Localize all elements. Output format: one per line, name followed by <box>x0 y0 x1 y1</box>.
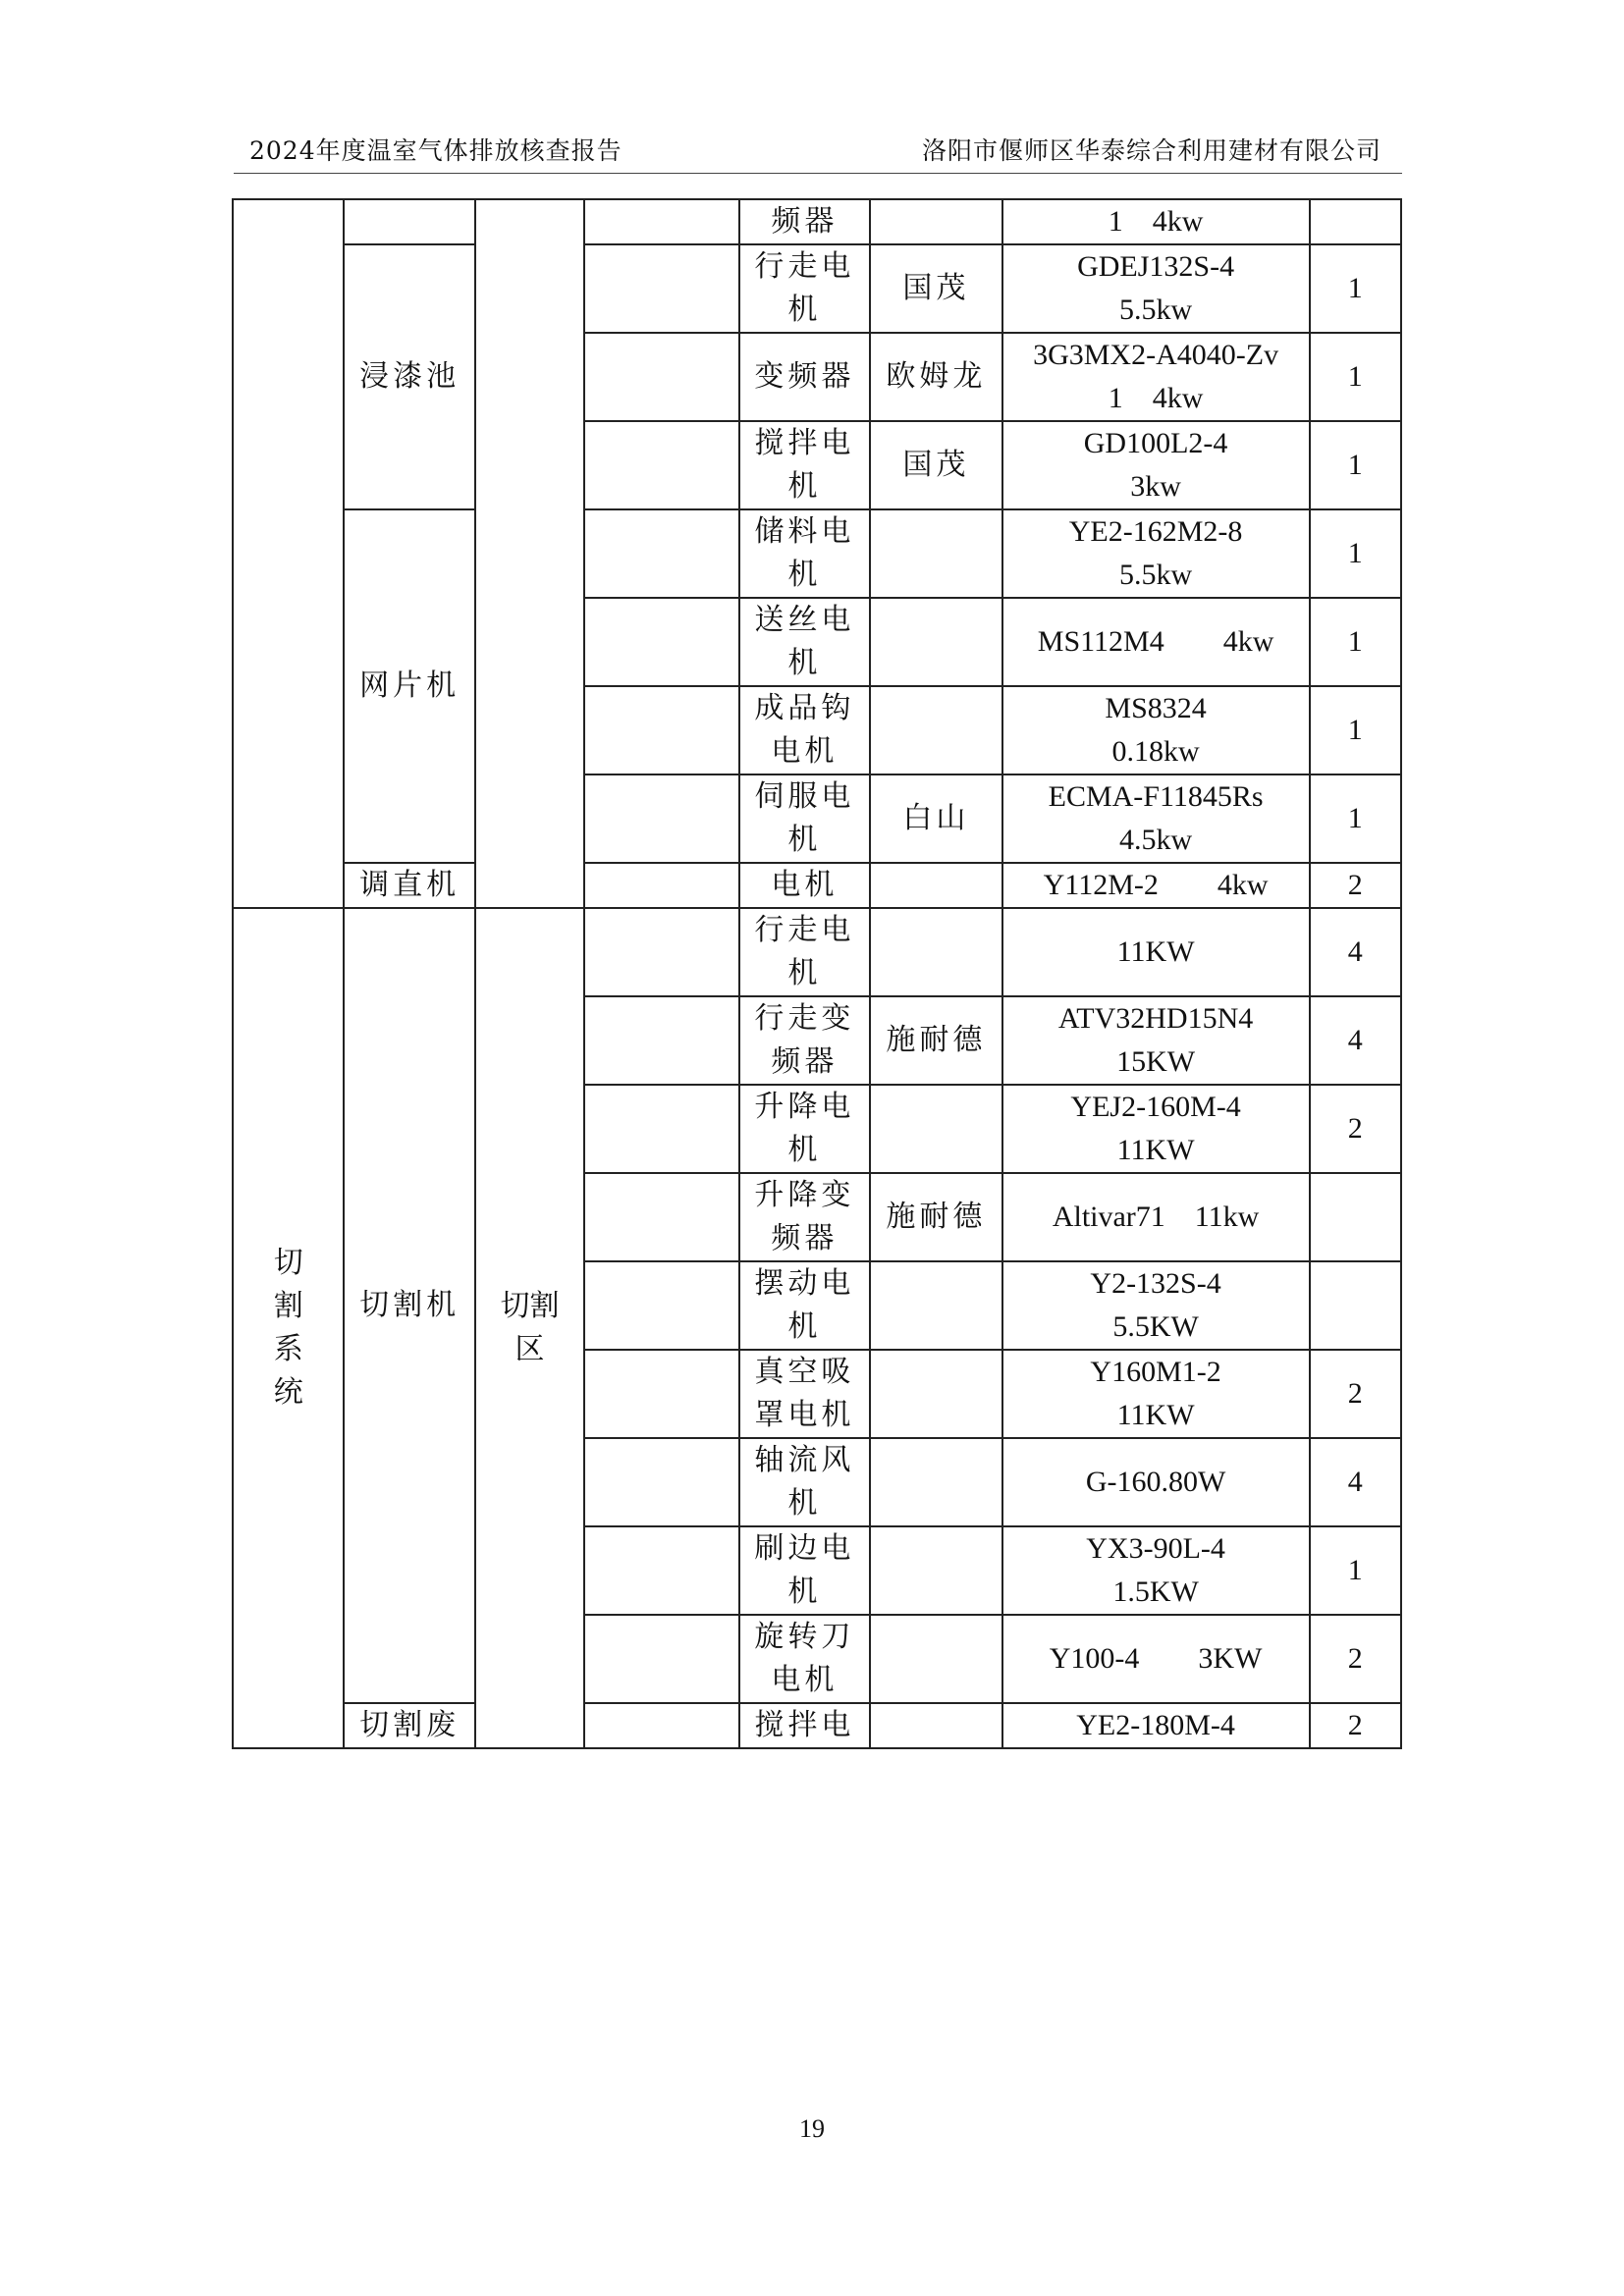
component-name: 升降电机 <box>739 1085 870 1173</box>
brand-cell: 施耐德 <box>870 1173 1001 1261</box>
spec-cell: ECMA-F11845Rs 4.5kw <box>1002 774 1310 863</box>
blank-cell <box>584 333 739 421</box>
blank-cell <box>584 1526 739 1615</box>
area-cell <box>475 199 584 908</box>
company-name-header: 洛阳市偃师区华泰综合利用建材有限公司 <box>921 136 1381 165</box>
component-name: 送丝电机 <box>739 598 870 686</box>
component-name: 变频器 <box>739 333 870 421</box>
quantity-cell: 1 <box>1310 333 1401 421</box>
blank-cell <box>584 1615 739 1703</box>
system-cell <box>233 908 344 1748</box>
spec-cell: G-160.80W <box>1002 1438 1310 1526</box>
brand-cell <box>870 1615 1001 1703</box>
brand-cell <box>870 199 1001 244</box>
brand-cell: 白山 <box>870 774 1001 863</box>
blank-cell <box>584 199 739 244</box>
table-row <box>233 509 1401 598</box>
spec-cell: MS112M4 4kw <box>1002 598 1310 686</box>
brand-cell <box>870 1703 1001 1748</box>
quantity-cell: 1 <box>1310 421 1401 509</box>
quantity-cell <box>1310 1173 1401 1261</box>
component-name: 摆动电机 <box>739 1261 870 1350</box>
brand-cell <box>870 686 1001 774</box>
blank-cell <box>584 1173 739 1261</box>
blank-cell <box>584 1261 739 1350</box>
component-name: 旋转刀电机 <box>739 1615 870 1703</box>
brand-cell: 国茂 <box>870 421 1001 509</box>
component-name: 升降变频器 <box>739 1173 870 1261</box>
quantity-cell: 1 <box>1310 598 1401 686</box>
quantity-cell: 1 <box>1310 1526 1401 1615</box>
area-label: 切割区 <box>500 1289 560 1366</box>
table-row <box>233 1703 1401 1748</box>
blank-cell <box>584 1438 739 1526</box>
quantity-cell <box>1310 199 1401 244</box>
equipment-table <box>232 198 1402 1749</box>
spec-cell: YE2-180M-4 <box>1002 1703 1310 1748</box>
brand-cell <box>870 1350 1001 1438</box>
brand-cell: 欧姆龙 <box>870 333 1001 421</box>
blank-cell <box>584 908 739 996</box>
spec-cell: ATV32HD15N4 15KW <box>1002 996 1310 1085</box>
device-cell: 网片机 <box>344 509 474 863</box>
spec-cell: 3G3MX2-A4040-Zv 1 4kw <box>1002 333 1310 421</box>
brand-cell <box>870 1526 1001 1615</box>
component-name: 电机 <box>739 863 870 908</box>
component-name: 行走电机 <box>739 244 870 333</box>
quantity-cell <box>1310 1261 1401 1350</box>
component-name: 搅拌电 <box>739 1703 870 1748</box>
component-name: 真空吸罩电机 <box>739 1350 870 1438</box>
quantity-cell: 1 <box>1310 244 1401 333</box>
area-cell <box>475 908 584 1748</box>
device-cell <box>344 199 474 244</box>
component-name: 伺服电机 <box>739 774 870 863</box>
brand-cell <box>870 509 1001 598</box>
page-number: 19 <box>799 2114 825 2143</box>
brand-cell: 国茂 <box>870 244 1001 333</box>
component-name: 轴流风机 <box>739 1438 870 1526</box>
brand-cell <box>870 1261 1001 1350</box>
device-cell: 切割废 <box>344 1703 474 1748</box>
blank-cell <box>584 996 739 1085</box>
quantity-cell: 1 <box>1310 686 1401 774</box>
table-row <box>233 244 1401 333</box>
device-cell: 切割机 <box>344 908 474 1703</box>
spec-cell: GD100L2-4 3kw <box>1002 421 1310 509</box>
blank-cell <box>584 863 739 908</box>
component-name: 刷边电机 <box>739 1526 870 1615</box>
quantity-cell: 1 <box>1310 509 1401 598</box>
quantity-cell: 2 <box>1310 1350 1401 1438</box>
blank-cell <box>584 1350 739 1438</box>
component-name: 频器 <box>739 199 870 244</box>
system-label: 切割系统 <box>273 1246 303 1410</box>
component-name: 行走变频器 <box>739 996 870 1085</box>
spec-cell: 11KW <box>1002 908 1310 996</box>
brand-cell <box>870 1085 1001 1173</box>
table-row <box>233 199 1401 244</box>
spec-cell: Y160M1-2 11KW <box>1002 1350 1310 1438</box>
blank-cell <box>584 509 739 598</box>
spec-cell: Y112M-2 4kw <box>1002 863 1310 908</box>
component-name: 搅拌电机 <box>739 421 870 509</box>
spec-cell: GDEJ132S-4 5.5kw <box>1002 244 1310 333</box>
component-name: 储料电机 <box>739 509 870 598</box>
blank-cell <box>584 598 739 686</box>
blank-cell <box>584 1703 739 1748</box>
quantity-cell: 2 <box>1310 863 1401 908</box>
brand-cell <box>870 908 1001 996</box>
quantity-cell: 4 <box>1310 996 1401 1085</box>
table-row <box>233 863 1401 908</box>
spec-cell: Altivar71 11kw <box>1002 1173 1310 1261</box>
blank-cell <box>584 244 739 333</box>
report-title-header: 2024年度温室气体排放核查报告 <box>249 136 623 165</box>
device-cell: 浸漆池 <box>344 244 474 509</box>
quantity-cell: 2 <box>1310 1085 1401 1173</box>
spec-cell: YE2-162M2-8 5.5kw <box>1002 509 1310 598</box>
component-name: 成品钩电机 <box>739 686 870 774</box>
brand-cell: 施耐德 <box>870 996 1001 1085</box>
brand-cell <box>870 1438 1001 1526</box>
blank-cell <box>584 686 739 774</box>
table-row <box>233 908 1401 996</box>
spec-cell: Y100-4 3KW <box>1002 1615 1310 1703</box>
quantity-cell: 4 <box>1310 908 1401 996</box>
component-name: 行走电机 <box>739 908 870 996</box>
header-rule <box>234 173 1402 174</box>
quantity-cell: 1 <box>1310 774 1401 863</box>
blank-cell <box>584 421 739 509</box>
spec-cell: 1 4kw <box>1002 199 1310 244</box>
spec-cell: Y2-132S-4 5.5KW <box>1002 1261 1310 1350</box>
blank-cell <box>584 774 739 863</box>
brand-cell <box>870 863 1001 908</box>
quantity-cell: 2 <box>1310 1703 1401 1748</box>
spec-cell: MS8324 0.18kw <box>1002 686 1310 774</box>
system-cell <box>233 199 344 908</box>
quantity-cell: 2 <box>1310 1615 1401 1703</box>
spec-cell: YX3-90L-4 1.5KW <box>1002 1526 1310 1615</box>
brand-cell <box>870 598 1001 686</box>
quantity-cell: 4 <box>1310 1438 1401 1526</box>
blank-cell <box>584 1085 739 1173</box>
device-cell: 调直机 <box>344 863 474 908</box>
spec-cell: YEJ2-160M-4 11KW <box>1002 1085 1310 1173</box>
